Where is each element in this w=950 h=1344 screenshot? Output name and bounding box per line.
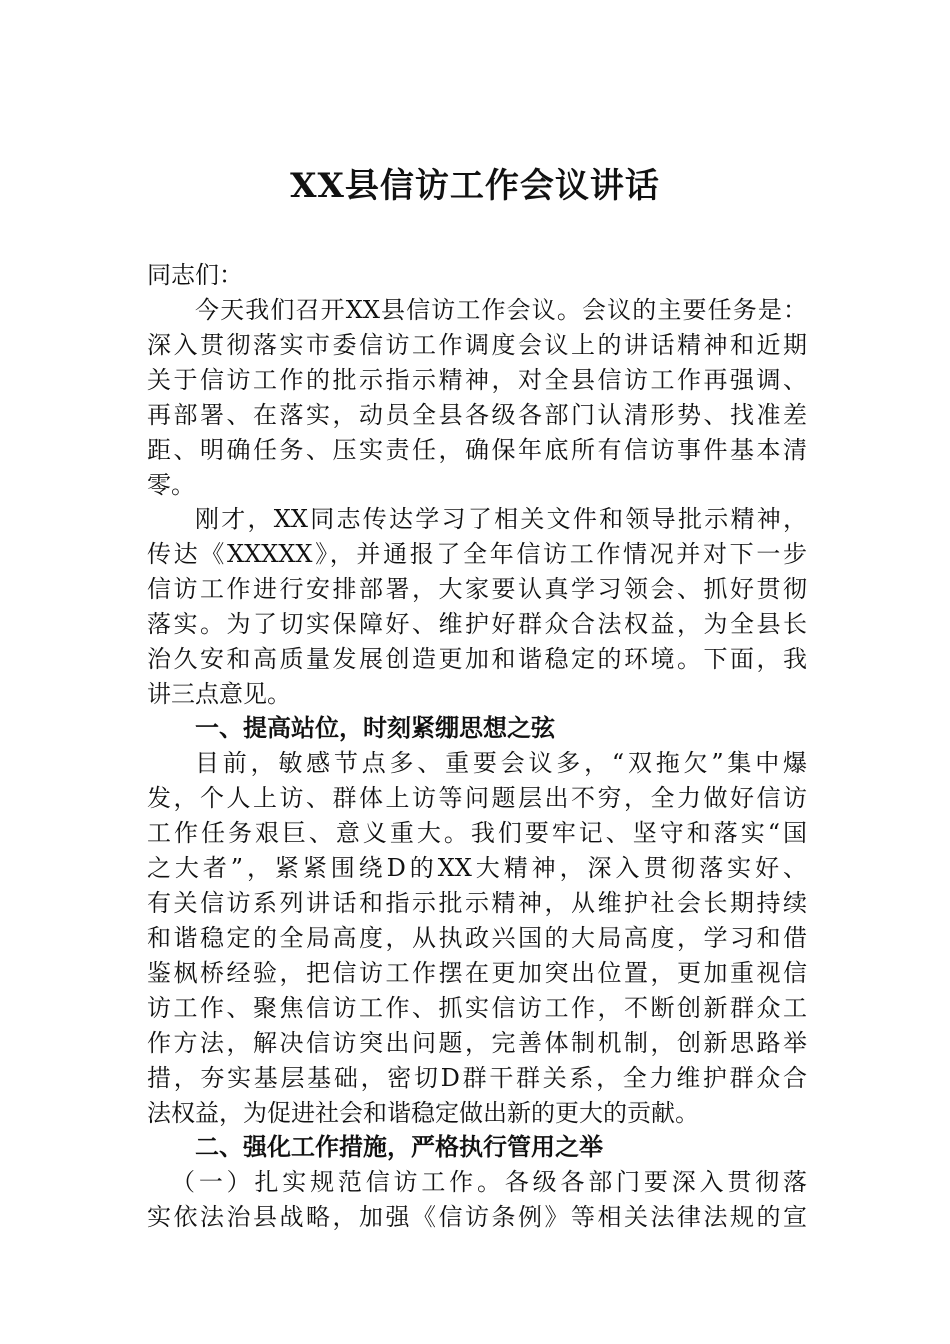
paragraph-line: 目前，敏感节点多、重要会议多，“双拖欠”集中爆 <box>195 749 807 777</box>
paragraph-line: 作方法，解决信访突出问题，完善体制机制，创新思路举 <box>147 1029 807 1057</box>
paragraph-line: 讲三点意见。 <box>147 680 291 708</box>
paragraph-line: 实依法治县战略，加强《信访条例》等相关法律法规的宣 <box>147 1203 807 1231</box>
paragraph-line: 刚才，XX同志传达学习了相关文件和领导批示精神， <box>195 505 807 533</box>
section-heading-2: 二、强化工作措施，严格执行管用之举 <box>195 1133 603 1161</box>
paragraph-line: 落实。为了切实保障好、维护好群众合法权益，为全县长 <box>147 610 807 638</box>
paragraph-line: 有关信访系列讲话和指示批示精神，从维护社会长期持续 <box>147 889 807 917</box>
paragraph-line: 之大者”，紧紧围绕D的XX大精神，深入贯彻落实好、 <box>147 854 807 882</box>
greeting: 同志们： <box>147 261 243 289</box>
paragraph-line: 今天我们召开XX县信访工作会议。会议的主要任务是： <box>195 296 807 324</box>
paragraph-line: 发，个人上访、群体上访等问题层出不穷，全力做好信访 <box>147 784 807 812</box>
paragraph-line: （一）扎实规范信访工作。各级各部门要深入贯彻落 <box>171 1168 807 1196</box>
paragraph-line: 法权益，为促进社会和谐稳定做出新的更大的贡献。 <box>147 1099 699 1127</box>
paragraph-line: 传达《XXXXX》，并通报了全年信访工作情况并对下一步 <box>147 540 807 568</box>
paragraph-line: 措，夯实基层基础，密切D群干群关系，全力维护群众合 <box>147 1064 807 1092</box>
paragraph-line: 信访工作进行安排部署，大家要认真学习领会、抓好贯彻 <box>147 575 807 603</box>
paragraph-line: 鉴枫桥经验，把信访工作摆在更加突出位置，更加重视信 <box>147 959 807 987</box>
paragraph-line: 距、明确任务、压实责任，确保年底所有信访事件基本清 <box>147 436 807 464</box>
section-heading-1: 一、提高站位，时刻紧绷思想之弦 <box>195 714 555 742</box>
paragraph-line: 再部署、在落实，动员全县各级各部门认清形势、找准差 <box>147 401 807 429</box>
paragraph-line: 治久安和高质量发展创造更加和谐稳定的环境。下面，我 <box>147 645 807 673</box>
paragraph-line: 工作任务艰巨、意义重大。我们要牢记、坚守和落实“国 <box>147 819 807 847</box>
paragraph-line: 零。 <box>147 471 195 499</box>
paragraph-line: 关于信访工作的批示指示精神，对全县信访工作再强调、 <box>147 366 807 394</box>
paragraph-line: 和谐稳定的全局高度，从执政兴国的大局高度，学习和借 <box>147 924 807 952</box>
paragraph-line: 访工作、聚焦信访工作、抓实信访工作，不断创新群众工 <box>147 994 807 1022</box>
paragraph-line: 深入贯彻落实市委信访工作调度会议上的讲话精神和近期 <box>147 331 807 359</box>
document-title: XX县信访工作会议讲话 <box>290 166 660 206</box>
